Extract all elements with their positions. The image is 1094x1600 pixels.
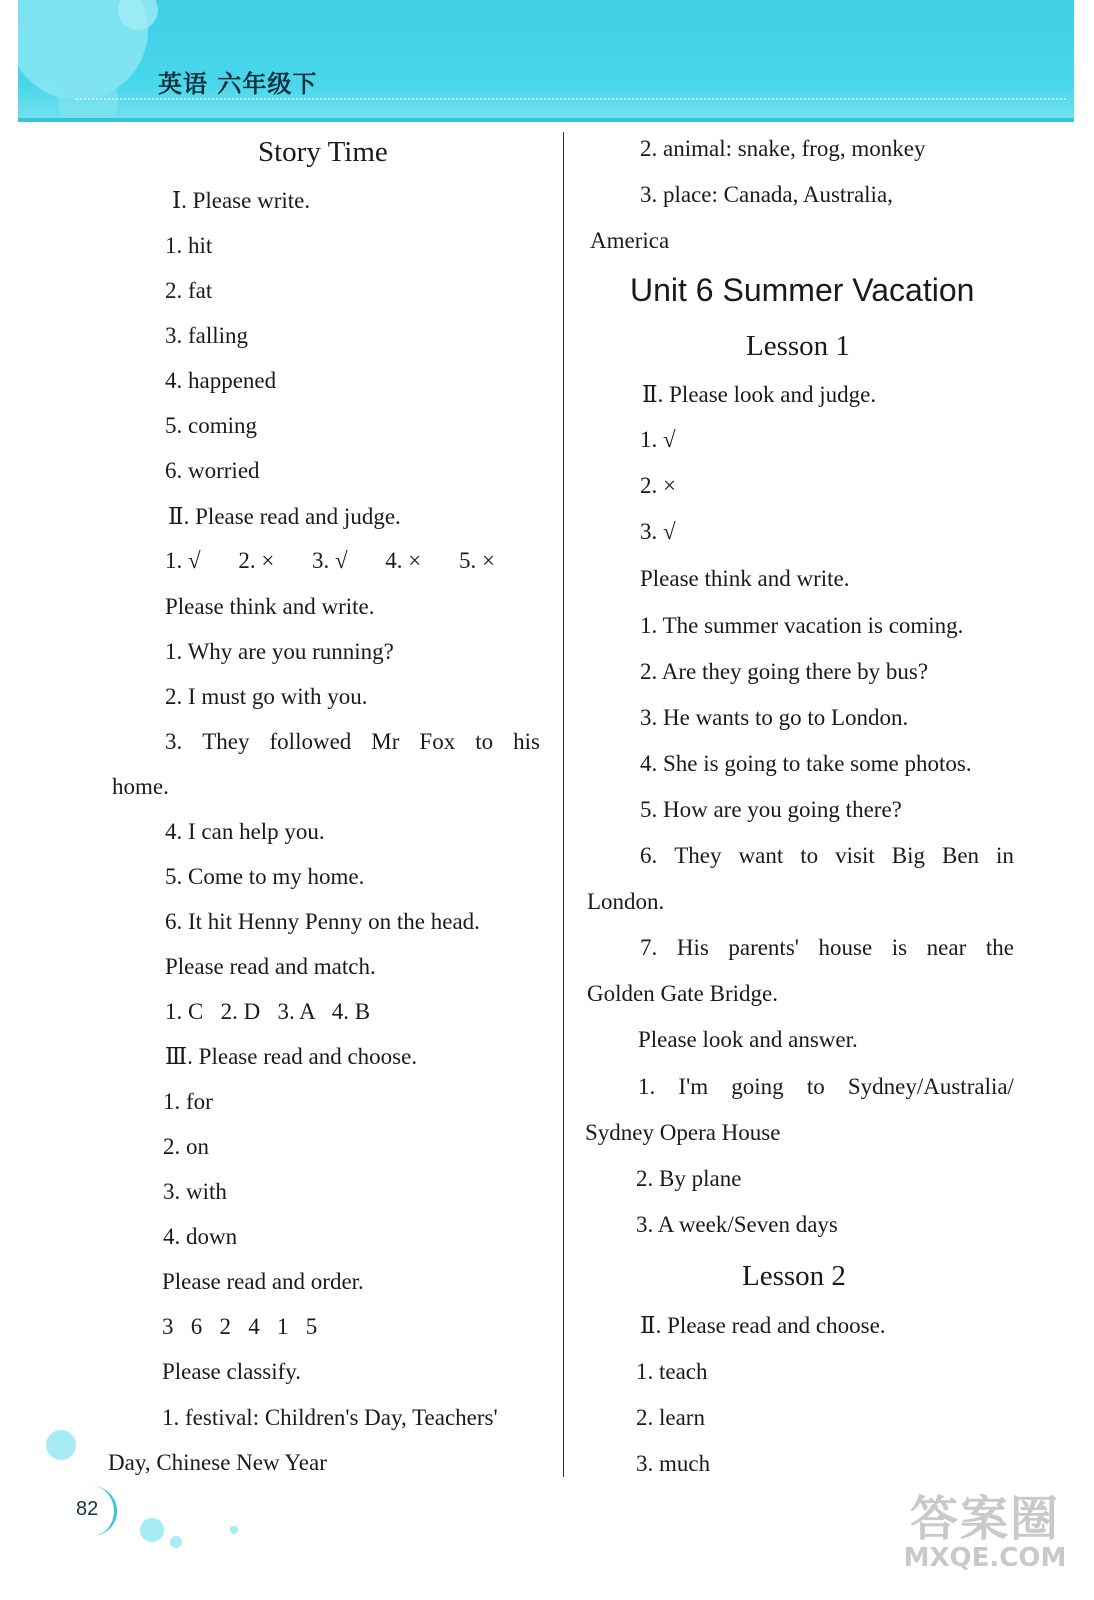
judge-item: 3. √ [311,548,348,573]
answer-line: 5. coming [165,413,257,438]
answer-line: 2. fat [165,278,213,303]
answer-line [638,1072,1014,1102]
word: I'm [678,1074,709,1099]
word: in [996,843,1014,868]
answer-line: 2. × [640,473,676,498]
answer-line: 1. hit [165,233,213,258]
answer-line-continued: home. [112,774,169,799]
answer-line: 1. The summer vacation is coming. [640,613,964,638]
answer-line: 2. By plane [636,1166,742,1191]
judge-answers [165,546,495,576]
word: to [800,843,819,868]
word: the [985,935,1014,960]
answer-line: 3. much [636,1451,711,1476]
header-rule [18,118,1074,122]
answer-line: 1. for [163,1089,213,1114]
subsection-title: Please classify. [162,1359,302,1384]
section-title: Ⅱ. Please look and judge. [642,382,877,407]
word: followed [269,729,352,754]
section-title: Ⅱ. Please read and judge. [168,504,401,529]
watermark-logo [895,1480,1075,1590]
answer-line [640,841,1014,871]
answer-line: 3. √ [640,519,676,544]
decor-dot [230,1526,238,1534]
answer-line: 4. She is going to take some photos. [640,751,972,776]
word: parents' [728,935,799,960]
subsection-title: Please look and answer. [638,1027,858,1052]
answer-line-continued: Golden Gate Bridge. [587,981,778,1006]
judge-item: 4. × [385,548,422,573]
page-header [18,0,1074,118]
answer-line: 4. down [163,1224,238,1249]
answer-line-continued: America [590,228,670,253]
match-answers: 1. C 2. D 3. A 4. B [165,999,371,1024]
word: 6. [640,843,658,868]
word: his [513,729,540,754]
answer-line: 2. learn [636,1405,705,1430]
unit-heading: Unit 6 Summer Vacation [630,272,975,308]
subsection-title: Please read and order. [162,1269,364,1294]
word: near [926,935,967,960]
word: They [674,843,722,868]
answer-line: 2. on [163,1134,209,1159]
answer-line-continued: London. [587,889,665,914]
header-dotted-line [76,98,1066,100]
answer-line: 3. He wants to go to London. [640,705,909,730]
word: Ben [941,843,980,868]
answer-line: 5. Come to my home. [165,864,365,889]
answer-line: 6. It hit Henny Penny on the head. [165,909,480,934]
subsection-title: Please read and match. [165,954,376,979]
word: 1. [638,1074,656,1099]
answer-line: 3. A week/Seven days [636,1212,838,1237]
word: want [738,843,784,868]
answer-line: 2. animal: snake, frog, monkey [640,136,926,161]
section-title: Ⅱ. Please read and choose. [640,1313,886,1338]
decor-dot [46,1430,76,1460]
judge-item: 2. × [238,548,275,573]
word: Fox [419,729,456,754]
word: house [818,935,873,960]
word: to [475,729,494,754]
word: is [891,935,908,960]
lesson-heading: Lesson 2 [742,1260,846,1292]
answer-line [640,933,1014,963]
judge-item: 5. × [458,548,495,573]
word: Big [891,843,925,868]
word: Sydney/Australia/ [847,1074,1014,1099]
column-divider [563,132,564,1477]
answer-line: 6. worried [165,458,260,483]
answer-line: 4. happened [165,368,277,393]
answer-line: 1. √ [640,427,676,452]
book-title: 英语 六年级下 [158,70,318,98]
word: visit [835,843,875,868]
answer-line: 1. festival: Children's Day, Teachers' [162,1405,498,1430]
section-title: Ⅲ. Please read and choose. [165,1044,418,1069]
page-number-text: 82 [76,1498,99,1520]
subsection-title: Please think and write. [165,594,375,619]
watermark-top: 答案圈 [909,1491,1060,1547]
decor-dot [140,1518,164,1542]
word: 3. [165,729,183,754]
section-heading-story-time: Story Time [258,136,388,168]
decor-dot [170,1536,182,1548]
answer-line: 2. I must go with you. [165,684,368,709]
word: 7. [640,935,658,960]
word: to [806,1074,825,1099]
judge-item: 1. √ [165,548,201,573]
answer-line: 3. falling [165,323,249,348]
word: Mr [371,729,400,754]
section-title: Ⅰ. Please write. [172,188,311,213]
answer-line-continued: Sydney Opera House [585,1120,781,1145]
answer-line: 3. place: Canada, Australia, [640,182,893,207]
lesson-heading: Lesson 1 [746,330,850,362]
watermark-bottom: MXQE.COM [903,1543,1067,1573]
answer-line: 3. with [163,1179,227,1204]
answer-line: 1. teach [636,1359,708,1384]
answer-line: 1. Why are you running? [165,639,394,664]
answer-line-continued: Day, Chinese New Year [108,1450,327,1475]
answer-line: 4. I can help you. [165,819,325,844]
subsection-title: Please think and write. [640,566,850,591]
word: going [731,1074,784,1099]
word: His [676,935,709,960]
word: They [202,729,250,754]
answer-line: 2. Are they going there by bus? [640,659,929,684]
order-answers: 3 6 2 4 1 5 [162,1314,318,1339]
page-number [60,1486,120,1536]
answer-line: 5. How are you going there? [640,797,902,822]
answer-line [165,727,540,757]
